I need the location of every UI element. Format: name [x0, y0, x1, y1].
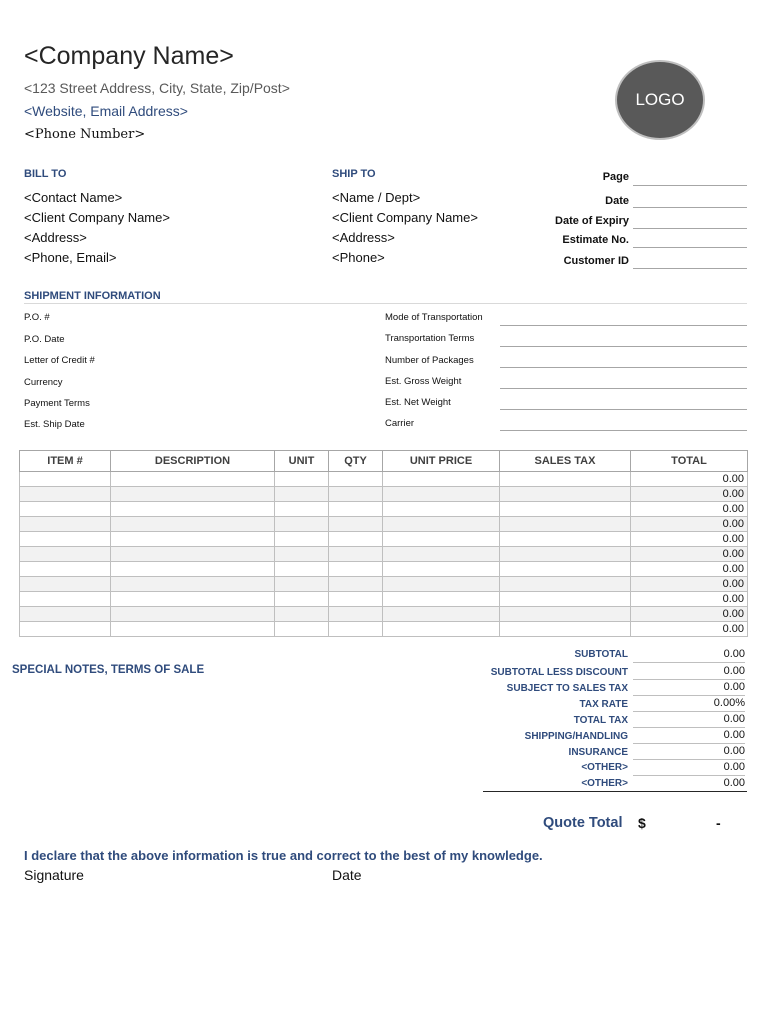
table-cell[interactable]: [111, 487, 275, 502]
summary-value: 0.00: [633, 713, 745, 728]
table-cell[interactable]: [20, 547, 111, 562]
summary-divider: [483, 791, 747, 792]
quote-total-label: Quote Total: [543, 815, 623, 831]
company-name: <Company Name>: [24, 42, 234, 70]
table-cell[interactable]: [500, 517, 631, 532]
table-cell[interactable]: [383, 622, 500, 637]
row-total: 0.00: [631, 547, 748, 562]
table-cell[interactable]: [329, 472, 383, 487]
table-cell[interactable]: [500, 547, 631, 562]
table-cell[interactable]: [275, 547, 329, 562]
table-cell[interactable]: [20, 517, 111, 532]
summary-value: 0.00: [633, 665, 745, 680]
shipment-right-label: Mode of Transportation: [385, 312, 483, 323]
table-cell[interactable]: [20, 472, 111, 487]
table-cell[interactable]: [383, 487, 500, 502]
ship-to-line: <Client Company Name>: [332, 210, 478, 225]
summary-value: 0.00%: [633, 697, 745, 712]
table-cell[interactable]: [111, 562, 275, 577]
row-total: 0.00: [631, 472, 748, 487]
table-row: [20, 622, 748, 637]
shipment-field[interactable]: [500, 325, 747, 326]
table-cell[interactable]: [20, 607, 111, 622]
table-cell[interactable]: [383, 562, 500, 577]
shipment-left-label: Currency: [24, 377, 63, 388]
table-cell[interactable]: [275, 622, 329, 637]
table-cell[interactable]: [329, 592, 383, 607]
table-cell[interactable]: [275, 607, 329, 622]
table-cell[interactable]: [383, 517, 500, 532]
column-header: QTY: [329, 451, 383, 472]
table-cell[interactable]: [20, 502, 111, 517]
table-cell[interactable]: [20, 592, 111, 607]
table-row: [20, 607, 748, 622]
row-total: 0.00: [631, 487, 748, 502]
table-cell[interactable]: [20, 622, 111, 637]
table-cell[interactable]: [500, 622, 631, 637]
table-cell[interactable]: [500, 562, 631, 577]
logo-image: LOGO: [615, 60, 705, 140]
shipment-left-label: Est. Ship Date: [24, 419, 85, 430]
row-total: 0.00: [631, 532, 748, 547]
shipment-field[interactable]: [500, 409, 747, 410]
column-header: UNIT: [275, 451, 329, 472]
summary-label: TOTAL TAX: [573, 715, 628, 726]
shipment-field[interactable]: [500, 367, 747, 368]
shipment-right-label: Transportation Terms: [385, 333, 475, 344]
column-header: ITEM #: [20, 451, 111, 472]
table-cell[interactable]: [111, 607, 275, 622]
table-cell[interactable]: [275, 517, 329, 532]
declaration-text: I declare that the above information is true and correct to the best of my knowledge.: [24, 848, 543, 863]
table-cell[interactable]: [500, 472, 631, 487]
row-total: 0.00: [631, 562, 748, 577]
summary-label: SHIPPING/HANDLING: [524, 731, 628, 742]
table-cell[interactable]: [329, 547, 383, 562]
table-cell[interactable]: [329, 577, 383, 592]
table-cell[interactable]: [275, 487, 329, 502]
table-cell[interactable]: [383, 577, 500, 592]
summary-label: <OTHER>: [581, 762, 628, 773]
signature-label: Signature: [24, 867, 84, 883]
summary-value: 0.00: [633, 648, 745, 663]
row-total: 0.00: [631, 577, 748, 592]
table-cell[interactable]: [329, 487, 383, 502]
summary-label: SUBJECT TO SALES TAX: [506, 683, 628, 694]
column-header: SALES TAX: [500, 451, 631, 472]
table-cell[interactable]: [275, 502, 329, 517]
table-cell[interactable]: [111, 622, 275, 637]
row-total: 0.00: [631, 502, 748, 517]
quote-total-currency: $: [638, 815, 646, 831]
notes-heading: SPECIAL NOTES, TERMS OF SALE: [12, 664, 205, 676]
row-total: 0.00: [631, 592, 748, 607]
bill-to-line: <Contact Name>: [24, 190, 123, 205]
table-cell[interactable]: [111, 592, 275, 607]
table-cell[interactable]: [383, 532, 500, 547]
table-cell[interactable]: [329, 562, 383, 577]
table-cell[interactable]: [20, 487, 111, 502]
shipment-right-label: Est. Gross Weight: [385, 376, 462, 387]
table-row: [20, 472, 748, 487]
column-header: TOTAL: [631, 451, 748, 472]
table-cell[interactable]: [329, 622, 383, 637]
table-cell[interactable]: [275, 577, 329, 592]
bill-to-line: <Client Company Name>: [24, 210, 170, 225]
table-cell[interactable]: [500, 577, 631, 592]
table-row: [20, 517, 748, 532]
summary-value: 0.00: [633, 761, 745, 776]
table-cell[interactable]: [111, 532, 275, 547]
shipment-left-label: Payment Terms: [24, 398, 90, 409]
shipment-field[interactable]: [500, 346, 747, 347]
table-cell[interactable]: [20, 577, 111, 592]
summary-value: 0.00: [633, 729, 745, 744]
table-row: [20, 547, 748, 562]
table-cell[interactable]: [275, 562, 329, 577]
signature-date-label: Date: [332, 867, 362, 883]
table-cell[interactable]: [500, 607, 631, 622]
column-header: UNIT PRICE: [383, 451, 500, 472]
table-cell[interactable]: [111, 577, 275, 592]
meta-field-estimate[interactable]: [633, 247, 747, 248]
summary-label: SUBTOTAL: [574, 649, 628, 660]
table-cell[interactable]: [383, 607, 500, 622]
ship-to-line: <Name / Dept>: [332, 190, 421, 205]
meta-label-estimate: Estimate No.: [562, 234, 629, 246]
row-total: 0.00: [631, 607, 748, 622]
shipment-left-label: P.O. Date: [24, 334, 65, 345]
table-cell[interactable]: [383, 502, 500, 517]
summary-label: INSURANCE: [568, 747, 628, 758]
table-row: [20, 577, 748, 592]
summary-label: TAX RATE: [579, 699, 628, 710]
summary-value: 0.00: [633, 681, 745, 696]
quote-total-value: -: [716, 815, 721, 831]
table-cell[interactable]: [329, 502, 383, 517]
table-row: [20, 532, 748, 547]
shipment-divider: [24, 303, 747, 304]
table-cell[interactable]: [111, 502, 275, 517]
table-cell[interactable]: [111, 547, 275, 562]
meta-label-date: Date: [605, 195, 629, 207]
table-cell[interactable]: [500, 502, 631, 517]
meta-field-date[interactable]: [633, 207, 747, 208]
meta-field-expiry[interactable]: [633, 228, 747, 229]
meta-field-customer-id[interactable]: [633, 268, 747, 269]
bill-to-line: <Phone, Email>: [24, 250, 117, 265]
meta-label-page: Page: [602, 171, 629, 183]
table-cell[interactable]: [275, 592, 329, 607]
row-total: 0.00: [631, 622, 748, 637]
shipment-left-label: P.O. #: [24, 312, 50, 323]
shipment-right-label: Carrier: [385, 418, 415, 429]
shipment-field[interactable]: [500, 388, 747, 389]
table-row: [20, 562, 748, 577]
ship-to-heading: SHIP TO: [332, 168, 376, 180]
ship-to-line: <Address>: [332, 230, 395, 245]
table-cell[interactable]: [500, 487, 631, 502]
company-website: <Website, Email Address>: [24, 103, 188, 119]
shipment-right-label: Est. Net Weight: [385, 397, 451, 408]
table-cell[interactable]: [383, 472, 500, 487]
table-cell[interactable]: [329, 532, 383, 547]
table-cell[interactable]: [275, 472, 329, 487]
summary-label: SUBTOTAL LESS DISCOUNT: [490, 667, 628, 678]
meta-label-customer-id: Customer ID: [563, 255, 629, 267]
table-cell[interactable]: [111, 472, 275, 487]
table-cell[interactable]: [20, 532, 111, 547]
row-total: 0.00: [631, 517, 748, 532]
meta-label-expiry: Date of Expiry: [555, 215, 629, 227]
shipment-heading: SHIPMENT INFORMATION: [24, 290, 161, 302]
column-header: DESCRIPTION: [111, 451, 275, 472]
company-phone: <Phone Number>: [24, 127, 146, 142]
shipment-field[interactable]: [500, 430, 747, 431]
table-cell[interactable]: [500, 532, 631, 547]
summary-value: 0.00: [633, 777, 745, 792]
table-cell[interactable]: [383, 547, 500, 562]
table-cell[interactable]: [275, 532, 329, 547]
bill-to-line: <Address>: [24, 230, 87, 245]
shipment-left-label: Letter of Credit #: [24, 355, 95, 366]
table-cell[interactable]: [500, 592, 631, 607]
table-cell[interactable]: [111, 517, 275, 532]
table-cell[interactable]: [329, 517, 383, 532]
table-cell[interactable]: [329, 607, 383, 622]
summary-label: <OTHER>: [581, 778, 628, 789]
table-cell[interactable]: [20, 562, 111, 577]
table-header-row: [20, 451, 748, 472]
summary-value: 0.00: [633, 745, 745, 760]
meta-field-page[interactable]: [633, 185, 747, 186]
table-row: [20, 502, 748, 517]
ship-to-line: <Phone>: [332, 250, 385, 265]
table-row: [20, 487, 748, 502]
bill-to-heading: BILL TO: [24, 168, 67, 180]
table-row: [20, 592, 748, 607]
shipment-right-label: Number of Packages: [385, 355, 474, 366]
company-address: <123 Street Address, City, State, Zip/Post>: [24, 80, 290, 96]
items-table: [19, 450, 748, 637]
table-cell[interactable]: [383, 592, 500, 607]
